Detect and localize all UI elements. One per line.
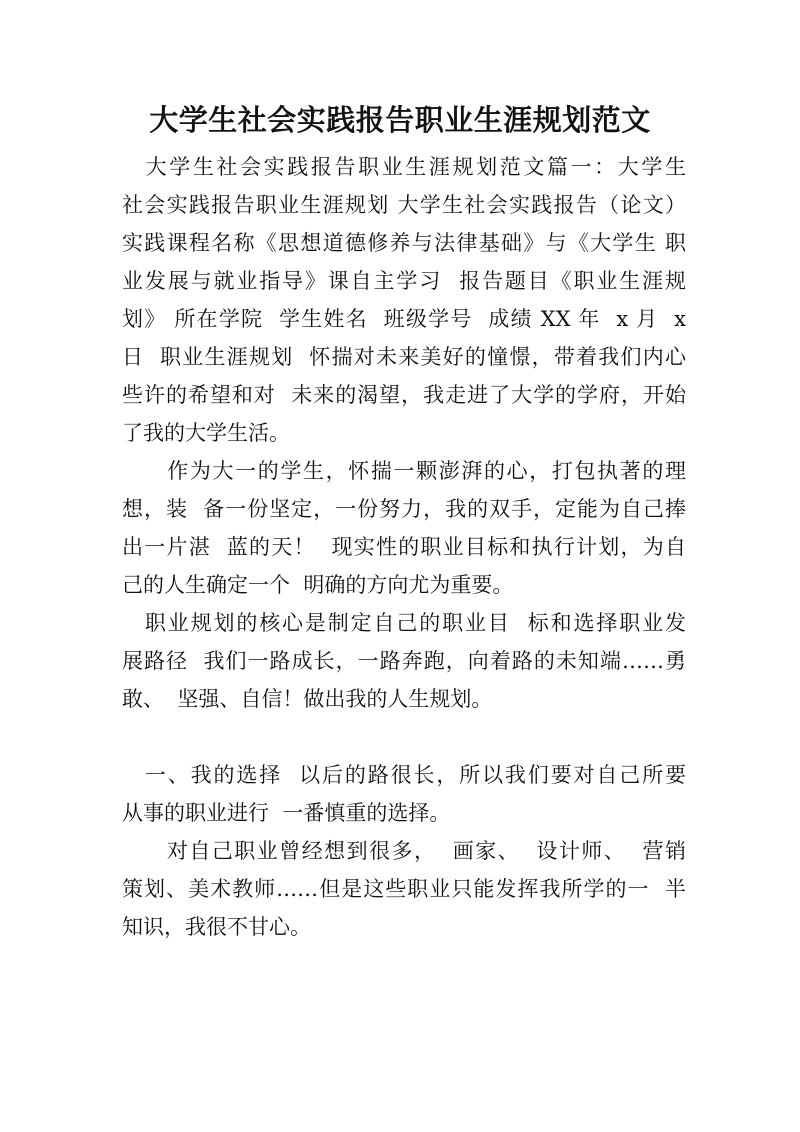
text-line: 己的人生确定一个 明确的方向尤为重要。 — [122, 573, 514, 597]
text-line: 实践课程名称《思想道德修养与法律基础》与《大学生 职 — [122, 231, 686, 255]
blank-line — [122, 718, 686, 756]
text-line: 作为大一的学生，怀揣一颗澎湃的心，打包执著的理 — [122, 459, 686, 483]
paragraph-3 — [122, 604, 686, 718]
paragraph-1 — [122, 148, 686, 452]
text-line: 日 职业生涯规划 怀揣对未来美好的憧憬，带着我们内心 — [122, 345, 686, 369]
text-line: 些许的希望和对 未来的渴望，我走进了大学的学府，开始 — [122, 383, 686, 407]
paragraph-2 — [122, 452, 686, 604]
text-line: 业发展与就业指导》课自主学习 报告题目《职业生涯规 — [122, 269, 686, 293]
text-line: 策划、美术教师……但是这些职业只能发挥我所学的一 半 — [122, 877, 686, 901]
text-line: 敢、 坚强、自信！做出我的人生规划。 — [122, 687, 493, 711]
text-line: 展路径 我们一路成长，一路奔跑，向着路的未知端……勇 — [122, 649, 686, 673]
paragraph-5 — [122, 832, 686, 946]
text-line: 大学生社会实践报告职业生涯规划范文篇一：大学生 — [122, 155, 686, 179]
text-line: 一、我的选择 以后的路很长，所以我们要对自己所要 — [122, 763, 686, 787]
text-line: 知识，我很不甘心。 — [122, 915, 311, 939]
text-line: 出一片湛 蓝的天！ 现实性的职业目标和执行计划，为自 — [122, 535, 686, 559]
text-line: 社会实践报告职业生涯规划 大学生社会实践报告（论文） — [122, 193, 686, 217]
text-line: 想，装 备一份坚定，一份努力，我的双手，定能为自己捧 — [122, 497, 686, 521]
document-body — [122, 148, 686, 946]
text-line: 从事的职业进行 一番慎重的选择。 — [122, 801, 451, 825]
text-line: 职业规划的核心是制定自己的职业目 标和选择职业发 — [122, 611, 686, 635]
paragraph-4 — [122, 756, 686, 832]
document-title: 大学生社会实践报告职业生涯规划范文 — [149, 103, 651, 137]
text-line: 了我的大学生活。 — [122, 421, 290, 445]
text-line: 对自己职业曾经想到很多， 画家、 设计师、 营销 — [122, 839, 686, 863]
text-line: 划》 所在学院 学生姓名 班级学号 成绩 XX 年 x 月 x — [122, 307, 686, 331]
